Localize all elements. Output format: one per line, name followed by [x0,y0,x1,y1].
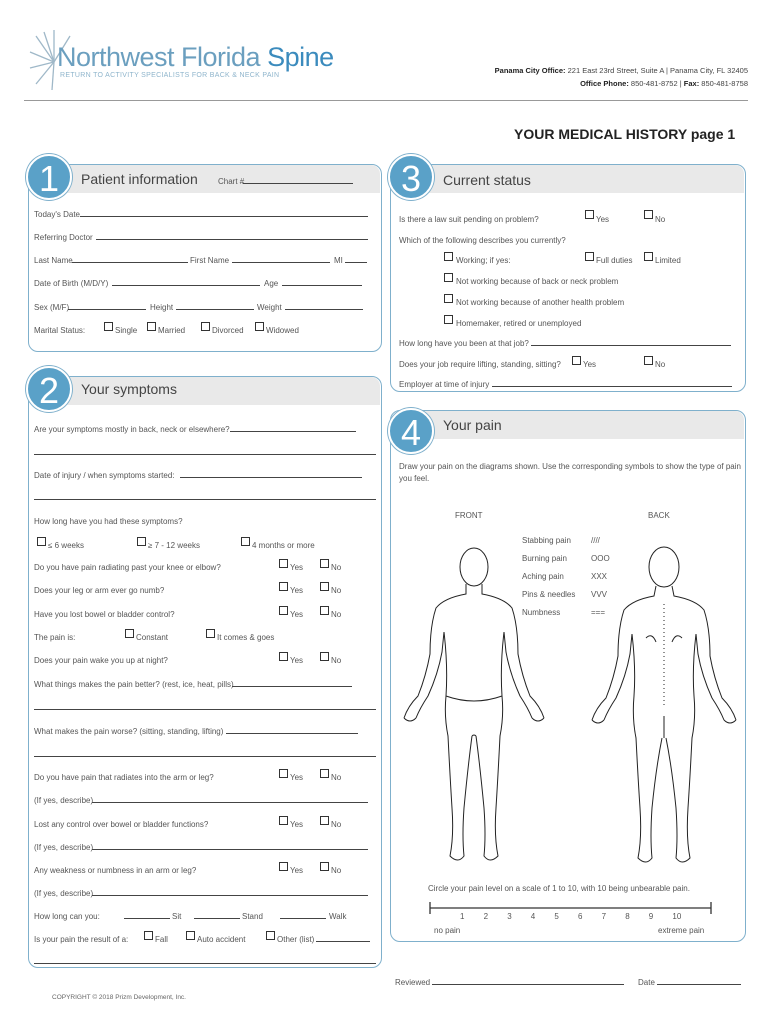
marital-single-label: Single [115,326,138,335]
sex-label: Sex (M/F) [34,303,70,312]
homemaker-checkbox[interactable] [444,315,453,324]
reviewed-field[interactable] [432,984,624,985]
limited-label: Limited [655,256,681,265]
review-date-field[interactable] [657,984,741,985]
section-number-2: 2 [26,366,72,412]
numb-yes-label: Yes [290,586,304,595]
marital-status-label: Marital Status: [34,326,86,335]
pain-scale-instructions: Circle your pain level on a scale of 1 to 10, with 10 being unbearable pain. [428,884,690,893]
weakness-describe-field[interactable] [92,895,368,896]
how-long-job-question: How long have you been at that job? [399,339,529,348]
legend-label: Burning pain [522,554,567,563]
employer-field[interactable] [492,386,732,387]
bowel-no-label: No [331,610,342,619]
radiates-arm-question: Do you have pain that radiates into the arm or leg? [34,773,214,782]
radiating-yes-label: Yes [290,563,304,572]
radiates-if-yes-label: (If yes, describe) [34,796,94,805]
legend-symbol: VVV [591,590,608,599]
pain-scale-number[interactable]: 8 [625,912,630,921]
wake-no-label: No [331,656,342,665]
age-label: Age [264,279,279,288]
section-title-patient-info: Patient information [81,171,198,187]
review-date-label: Date [638,978,655,987]
working-label: Working; if yes: [456,256,511,265]
extreme-pain-label: extreme pain [658,926,705,935]
result-fall-checkbox[interactable] [144,931,153,940]
pain-better-field-2[interactable] [34,709,376,710]
date-injury-field[interactable] [180,477,362,478]
dob-field[interactable] [112,285,260,286]
limited-checkbox[interactable] [644,252,653,261]
radiating-question: Do you have pain radiating past your knee or elbow? [34,563,221,572]
wake-no-checkbox[interactable] [320,652,329,661]
section-title-your-pain: Your pain [443,417,502,433]
numb-yes-checkbox[interactable] [279,582,288,591]
page-title: YOUR MEDICAL HISTORY page 1 [514,126,736,142]
marital-divorced-checkbox[interactable] [201,322,210,331]
numb-no-label: No [331,586,342,595]
result-of-label: Is your pain the result of a: [34,935,129,944]
logo-tagline: RETURN TO ACTIVITY SPECIALISTS FOR BACK & NECK PAIN [60,72,280,79]
date-injury-field-2[interactable] [34,499,376,500]
result-other-checkbox[interactable] [266,931,275,940]
pain-constant-label: Constant [136,633,169,642]
height-field[interactable] [176,309,254,310]
legend-symbol: XXX [591,572,608,581]
lost-control-yes-label: Yes [290,820,304,829]
logo-text: Northwest Florida Spine [57,42,334,72]
pain-scale-number[interactable]: 6 [578,912,583,921]
radiates-arm-yes-checkbox[interactable] [279,769,288,778]
pain-constant-checkbox[interactable] [125,629,134,638]
weakness-no-checkbox[interactable] [320,862,329,871]
duration-4mo-label: 4 months or more [252,541,315,550]
marital-widowed-checkbox[interactable] [255,322,264,331]
result-other-field-2[interactable] [34,963,376,964]
legend-label: Numbness [522,608,561,617]
pain-better-field[interactable] [232,686,352,687]
radiating-no-label: No [331,563,342,572]
duration-6wk-checkbox[interactable] [37,537,46,546]
pain-scale-number[interactable]: 1 [460,912,465,921]
full-duties-checkbox[interactable] [585,252,594,261]
symptom-location-field[interactable] [230,431,356,432]
last-name-label: Last Name [34,256,73,265]
copyright: COPYRIGHT © 2018 Prizm Development, Inc. [52,994,186,1001]
control-if-yes-label: (If yes, describe) [34,843,94,852]
marital-married-label: Married [158,326,186,335]
radiates-arm-no-label: No [331,773,342,782]
wake-question: Does your pain wake you up at night? [34,656,168,665]
mi-field[interactable] [345,262,367,263]
pain-scale-number[interactable]: 4 [530,912,536,921]
duration-7-12wk-label: ≥ 7 - 12 weeks [148,541,200,550]
bowel-yes-label: Yes [290,610,304,619]
radiating-no-checkbox[interactable] [320,559,329,568]
height-label: Height [150,303,174,312]
referring-doctor-label: Referring Doctor [34,233,93,242]
section-number-4: 4 [388,408,434,454]
office-contacts: Office Phone: 850-481-8752 | Fax: 850-481-8758 [580,79,748,88]
todays-date-field[interactable] [80,216,368,217]
stand-label: Stand [242,912,263,921]
pain-instructions: Draw your pain on the diagrams shown. Use the corresponding symbols to show the type of pain you feel. [399,462,741,483]
legend-label: Pins & needles [522,590,576,599]
lost-control-question: Lost any control over bowel or bladder functions? [34,820,209,829]
result-fall-label: Fall [155,935,168,944]
bowel-no-checkbox[interactable] [320,606,329,615]
radiating-yes-checkbox[interactable] [279,559,288,568]
front-label: FRONT [455,511,483,520]
lawsuit-no-label: No [655,215,666,224]
last-name-field[interactable] [72,262,188,263]
result-other-field[interactable] [316,941,370,942]
pain-scale-number[interactable]: 10 [672,912,682,921]
pain-better-question: What things makes the pain better? (rest, ice, heat, pills) [34,680,234,689]
legend-label: Stabbing pain [522,536,571,545]
pain-scale-number[interactable]: 5 [554,912,559,921]
symptom-location-field-2[interactable] [34,454,376,455]
pain-worse-field[interactable] [226,733,358,734]
lawsuit-yes-checkbox[interactable] [585,210,594,219]
pain-scale-number[interactable]: 7 [601,912,607,921]
homemaker-label: Homemaker, retired or unemployed [456,319,582,328]
referring-doctor-field[interactable] [96,239,368,240]
how-long-can-label: How long can you: [34,912,100,921]
marital-widowed-label: Widowed [266,326,299,335]
pain-is-label: The pain is: [34,633,76,642]
pain-worse-field-2[interactable] [34,756,376,757]
sex-field[interactable] [68,309,146,310]
lost-control-no-label: No [331,820,342,829]
section-number-3: 3 [388,154,434,200]
no-pain-label: no pain [434,926,461,935]
weakness-yes-checkbox[interactable] [279,862,288,871]
result-auto-checkbox[interactable] [186,931,195,940]
date-injury-question: Date of injury / when symptoms started: [34,471,175,480]
duration-7-12wk-checkbox[interactable] [137,537,146,546]
pain-scale-number[interactable]: 3 [507,912,512,921]
todays-date-label: Today's Date [34,210,80,219]
sit-field[interactable] [124,918,170,919]
chart-label: Chart # [218,177,245,186]
describes-question: Which of the following describes you currently? [399,236,566,245]
weakness-no-label: No [331,866,342,875]
weakness-question: Any weakness or numbness in an arm or leg? [34,866,197,875]
wake-yes-label: Yes [290,656,304,665]
weight-label: Weight [257,303,282,312]
pain-worse-question: What makes the pain worse? (sitting, standing, lifting) [34,727,224,736]
employer-label: Employer at time of injury [399,380,490,389]
pain-comes-goes-label: It comes & goes [217,633,275,642]
legend-symbol: //// [591,536,600,545]
radiates-arm-no-checkbox[interactable] [320,769,329,778]
lawsuit-yes-label: Yes [596,215,610,224]
first-name-label: First Name [190,256,230,265]
walk-label: Walk [329,912,347,921]
numb-no-checkbox[interactable] [320,582,329,591]
legend-symbol: === [591,608,606,617]
weakness-if-yes-label: (If yes, describe) [34,889,94,898]
full-duties-label: Full duties [596,256,633,265]
symptoms-panel [28,376,382,968]
duration-6wk-label: ≤ 6 weeks [48,541,84,550]
radiates-arm-yes-label: Yes [290,773,304,782]
chart-field[interactable] [243,183,353,184]
not-working-back-checkbox[interactable] [444,273,453,282]
lifting-no-label: No [655,360,666,369]
marital-single-checkbox[interactable] [104,322,113,331]
legend-label: Aching pain [522,572,564,581]
lawsuit-question: Is there a law suit pending on problem? [399,215,539,224]
marital-married-checkbox[interactable] [147,322,156,331]
sit-label: Sit [172,912,182,921]
radiates-describe-field[interactable] [92,802,368,803]
working-checkbox[interactable] [444,252,453,261]
not-working-other-checkbox[interactable] [444,294,453,303]
weight-field[interactable] [285,309,363,310]
office-address: Panama City Office: 221 East 23rd Street, Suite A | Panama City, FL 32405 [494,66,748,75]
not-working-back-label: Not working because of back or neck problem [456,277,619,286]
reviewed-label: Reviewed [395,978,431,987]
section-title-current-status: Current status [443,172,531,188]
bowel-question: Have you lost bowel or bladder control? [34,610,175,619]
pain-scale-number[interactable]: 9 [648,912,654,921]
symptom-location-question: Are your symptoms mostly in back, neck or elsewhere? [34,425,230,434]
not-working-other-label: Not working because of another health problem [456,298,625,307]
first-name-field[interactable] [232,262,330,263]
bowel-yes-checkbox[interactable] [279,606,288,615]
result-auto-label: Auto accident [197,935,246,944]
how-long-job-field[interactable] [531,345,731,346]
age-field[interactable] [282,285,362,286]
lifting-question: Does your job require lifting, standing, sitting? [399,360,561,369]
mi-label: MI [334,256,343,265]
lifting-no-checkbox[interactable] [644,356,653,365]
control-describe-field[interactable] [92,849,368,850]
walk-field[interactable] [280,918,326,919]
marital-divorced-label: Divorced [212,326,244,335]
lifting-yes-label: Yes [583,360,597,369]
lifting-yes-checkbox[interactable] [572,356,581,365]
lost-control-yes-checkbox[interactable] [279,816,288,825]
lost-control-no-checkbox[interactable] [320,816,329,825]
pain-comes-goes-checkbox[interactable] [206,629,215,638]
stand-field[interactable] [194,918,240,919]
back-label: BACK [648,511,670,520]
section-number-1: 1 [26,154,72,200]
how-long-question: How long have you had these symptoms? [34,517,183,526]
duration-4mo-checkbox[interactable] [241,537,250,546]
dob-label: Date of Birth (M/D/Y) [34,279,109,288]
body-back-diagram[interactable] [586,546,742,872]
header-divider [24,100,748,101]
numb-question: Does your leg or arm ever go numb? [34,586,165,595]
wake-yes-checkbox[interactable] [279,652,288,661]
pain-scale-number[interactable]: 2 [483,912,489,921]
section-title-symptoms: Your symptoms [81,381,177,397]
lawsuit-no-checkbox[interactable] [644,210,653,219]
weakness-yes-label: Yes [290,866,304,875]
legend-symbol: OOO [591,554,610,563]
result-other-label: Other (list) [277,935,315,944]
body-front-diagram[interactable] [398,546,550,872]
